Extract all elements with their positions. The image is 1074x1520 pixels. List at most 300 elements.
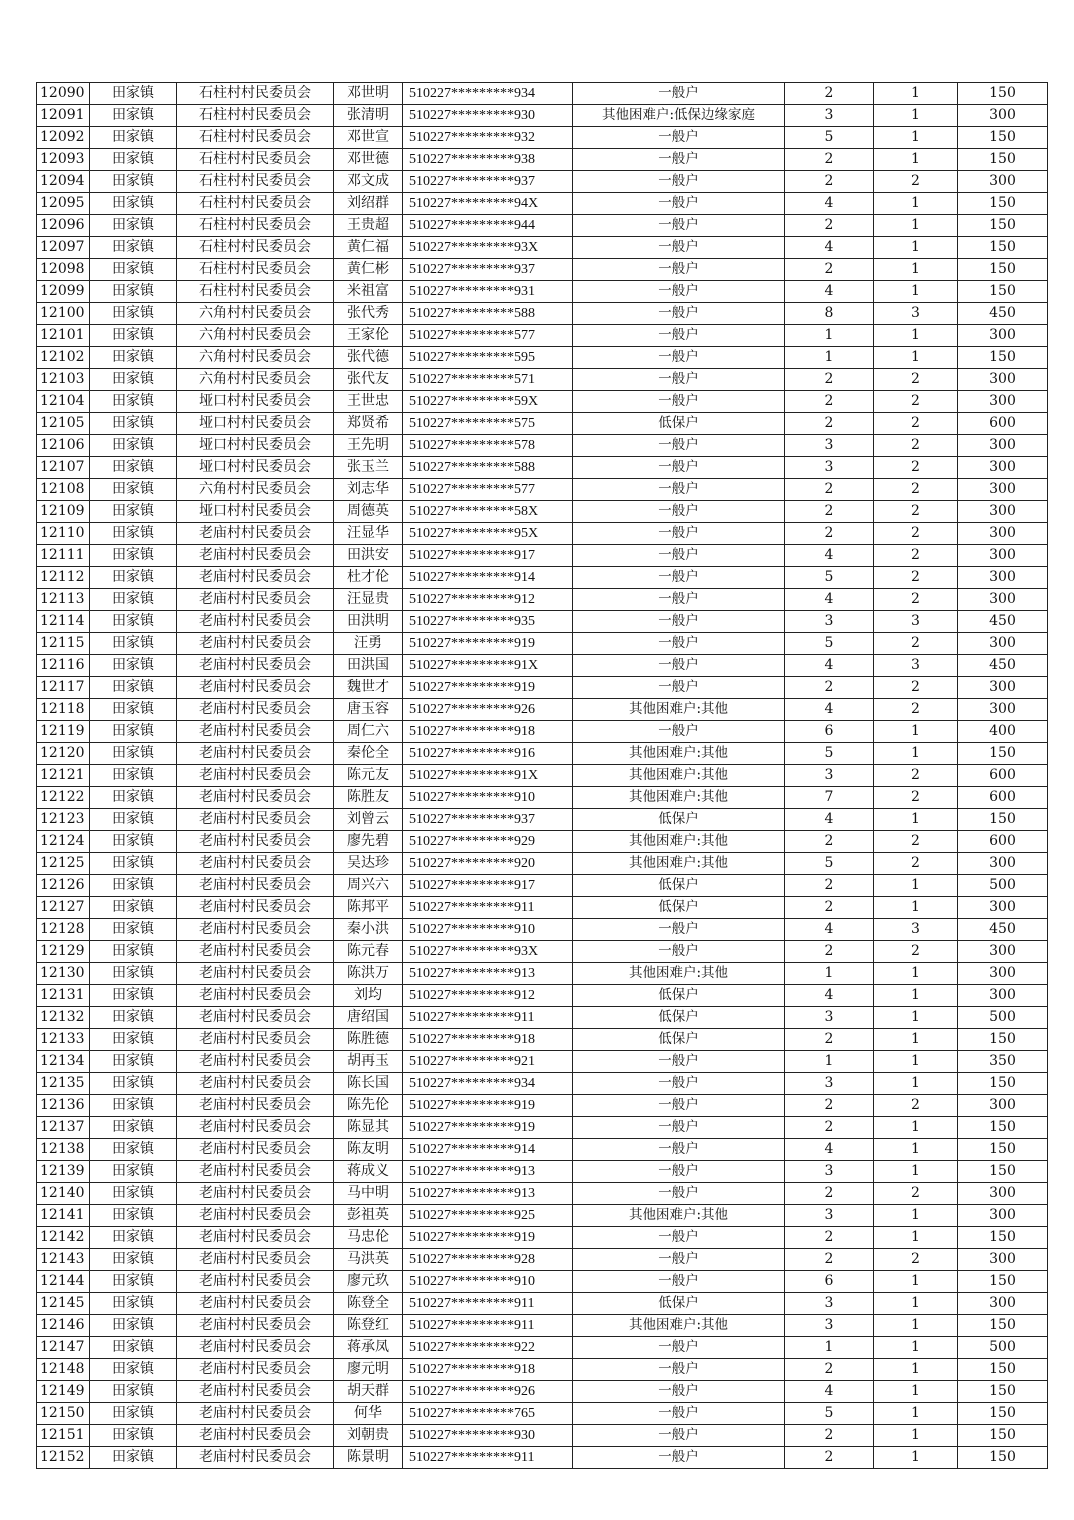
- household-head-name-cell: 邓世明: [334, 83, 403, 105]
- household-size-cell: 5: [785, 633, 874, 655]
- subsidy-count-cell: 2: [874, 545, 958, 567]
- subsidy-amount-cell: 150: [958, 1139, 1048, 1161]
- subsidy-amount-cell: 300: [958, 1183, 1048, 1205]
- serial-number-cell: 12149: [37, 1381, 90, 1403]
- household-type-cell: 其他困难户:其他: [573, 853, 785, 875]
- subsidy-count-cell: 2: [874, 567, 958, 589]
- village-committee-cell: 老庙村村民委员会: [177, 941, 334, 963]
- household-head-name-cell: 刘绍群: [334, 193, 403, 215]
- subsidy-count-cell: 1: [874, 743, 958, 765]
- household-size-cell: 2: [785, 875, 874, 897]
- serial-number-cell: 12115: [37, 633, 90, 655]
- household-head-name-cell: 刘均: [334, 985, 403, 1007]
- subsidy-count-cell: 2: [874, 1249, 958, 1271]
- household-type-cell: 一般户: [573, 1381, 785, 1403]
- subsidy-count-cell: 1: [874, 83, 958, 105]
- household-type-cell: 一般户: [573, 479, 785, 501]
- household-type-cell: 一般户: [573, 1073, 785, 1095]
- town-cell: 田家镇: [90, 1095, 177, 1117]
- subsidy-count-cell: 1: [874, 215, 958, 237]
- town-cell: 田家镇: [90, 1271, 177, 1293]
- household-head-name-cell: 汪勇: [334, 633, 403, 655]
- town-cell: 田家镇: [90, 281, 177, 303]
- household-head-name-cell: 陈显其: [334, 1117, 403, 1139]
- household-size-cell: 1: [785, 963, 874, 985]
- table-row: [37, 941, 1048, 963]
- household-head-name-cell: 马忠伦: [334, 1227, 403, 1249]
- subsidy-count-cell: 1: [874, 1359, 958, 1381]
- household-head-name-cell: 马中明: [334, 1183, 403, 1205]
- household-head-name-cell: 刘志华: [334, 479, 403, 501]
- village-committee-cell: 老庙村村民委员会: [177, 1139, 334, 1161]
- household-size-cell: 6: [785, 1271, 874, 1293]
- village-committee-cell: 老庙村村民委员会: [177, 1447, 334, 1469]
- subsidy-count-cell: 1: [874, 1381, 958, 1403]
- village-committee-cell: 老庙村村民委员会: [177, 1007, 334, 1029]
- subsidy-amount-cell: 600: [958, 831, 1048, 853]
- serial-number-cell: 12145: [37, 1293, 90, 1315]
- town-cell: 田家镇: [90, 545, 177, 567]
- serial-number-cell: 12131: [37, 985, 90, 1007]
- household-size-cell: 2: [785, 1183, 874, 1205]
- id-number-cell: 510227*********937: [403, 809, 573, 831]
- table-row: [37, 589, 1048, 611]
- household-size-cell: 2: [785, 523, 874, 545]
- table-row: [37, 677, 1048, 699]
- subsidy-count-cell: 1: [874, 1051, 958, 1073]
- town-cell: 田家镇: [90, 127, 177, 149]
- household-type-cell: 低保户: [573, 897, 785, 919]
- household-type-cell: 其他困难户:其他: [573, 787, 785, 809]
- id-number-cell: 510227*********910: [403, 919, 573, 941]
- subsidy-count-cell: 1: [874, 1205, 958, 1227]
- subsidy-amount-cell: 300: [958, 699, 1048, 721]
- town-cell: 田家镇: [90, 347, 177, 369]
- serial-number-cell: 12129: [37, 941, 90, 963]
- id-number-cell: 510227*********95X: [403, 523, 573, 545]
- household-size-cell: 3: [785, 1161, 874, 1183]
- serial-number-cell: 12108: [37, 479, 90, 501]
- subsidy-amount-cell: 300: [958, 105, 1048, 127]
- subsidy-count-cell: 1: [874, 1293, 958, 1315]
- household-type-cell: 低保户: [573, 413, 785, 435]
- serial-number-cell: 12099: [37, 281, 90, 303]
- household-head-name-cell: 杜才伦: [334, 567, 403, 589]
- id-number-cell: 510227*********920: [403, 853, 573, 875]
- serial-number-cell: 12113: [37, 589, 90, 611]
- household-head-name-cell: 张代友: [334, 369, 403, 391]
- household-type-cell: 一般户: [573, 1139, 785, 1161]
- subsidy-count-cell: 1: [874, 1403, 958, 1425]
- serial-number-cell: 12152: [37, 1447, 90, 1469]
- household-type-cell: 一般户: [573, 677, 785, 699]
- town-cell: 田家镇: [90, 149, 177, 171]
- town-cell: 田家镇: [90, 765, 177, 787]
- household-head-name-cell: 唐玉容: [334, 699, 403, 721]
- id-number-cell: 510227*********913: [403, 963, 573, 985]
- town-cell: 田家镇: [90, 677, 177, 699]
- household-type-cell: 一般户: [573, 523, 785, 545]
- serial-number-cell: 12119: [37, 721, 90, 743]
- subsidy-amount-cell: 150: [958, 347, 1048, 369]
- serial-number-cell: 12091: [37, 105, 90, 127]
- household-type-cell: 一般户: [573, 1161, 785, 1183]
- household-size-cell: 2: [785, 831, 874, 853]
- town-cell: 田家镇: [90, 1293, 177, 1315]
- village-committee-cell: 老庙村村民委员会: [177, 831, 334, 853]
- subsidy-amount-cell: 600: [958, 413, 1048, 435]
- household-head-name-cell: 张清明: [334, 105, 403, 127]
- table-row: [37, 1425, 1048, 1447]
- household-type-cell: 一般户: [573, 391, 785, 413]
- town-cell: 田家镇: [90, 941, 177, 963]
- village-committee-cell: 老庙村村民委员会: [177, 853, 334, 875]
- subsidy-amount-cell: 300: [958, 985, 1048, 1007]
- household-type-cell: 其他困难户:其他: [573, 765, 785, 787]
- subsidy-amount-cell: 500: [958, 1007, 1048, 1029]
- subsidy-amount-cell: 150: [958, 83, 1048, 105]
- household-head-name-cell: 陈登红: [334, 1315, 403, 1337]
- subsidy-amount-cell: 300: [958, 589, 1048, 611]
- subsidy-count-cell: 1: [874, 193, 958, 215]
- id-number-cell: 510227*********910: [403, 787, 573, 809]
- household-size-cell: 4: [785, 237, 874, 259]
- id-number-cell: 510227*********928: [403, 1249, 573, 1271]
- household-head-name-cell: 吴达珍: [334, 853, 403, 875]
- subsidy-amount-cell: 300: [958, 435, 1048, 457]
- table-row: [37, 127, 1048, 149]
- town-cell: 田家镇: [90, 1029, 177, 1051]
- subsidy-amount-cell: 150: [958, 1425, 1048, 1447]
- id-number-cell: 510227*********58X: [403, 501, 573, 523]
- table-row: [37, 1315, 1048, 1337]
- village-committee-cell: 六角村村民委员会: [177, 347, 334, 369]
- household-head-name-cell: 田洪安: [334, 545, 403, 567]
- serial-number-cell: 12146: [37, 1315, 90, 1337]
- town-cell: 田家镇: [90, 633, 177, 655]
- table-row: [37, 1249, 1048, 1271]
- serial-number-cell: 12122: [37, 787, 90, 809]
- subsidy-count-cell: 1: [874, 897, 958, 919]
- town-cell: 田家镇: [90, 1249, 177, 1271]
- village-committee-cell: 老庙村村民委员会: [177, 743, 334, 765]
- household-type-cell: 低保户: [573, 809, 785, 831]
- household-type-cell: 一般户: [573, 303, 785, 325]
- subsidy-count-cell: 1: [874, 237, 958, 259]
- household-head-name-cell: 邓文成: [334, 171, 403, 193]
- town-cell: 田家镇: [90, 897, 177, 919]
- table-row: [37, 303, 1048, 325]
- id-number-cell: 510227*********917: [403, 875, 573, 897]
- village-committee-cell: 石柱村村民委员会: [177, 105, 334, 127]
- household-head-name-cell: 米祖富: [334, 281, 403, 303]
- table-row: [37, 1359, 1048, 1381]
- household-type-cell: 一般户: [573, 325, 785, 347]
- household-size-cell: 2: [785, 369, 874, 391]
- subsidy-amount-cell: 450: [958, 303, 1048, 325]
- household-head-name-cell: 魏世才: [334, 677, 403, 699]
- id-number-cell: 510227*********934: [403, 83, 573, 105]
- household-head-name-cell: 邓世德: [334, 149, 403, 171]
- subsidy-count-cell: 2: [874, 699, 958, 721]
- village-committee-cell: 老庙村村民委员会: [177, 567, 334, 589]
- household-type-cell: 一般户: [573, 1227, 785, 1249]
- town-cell: 田家镇: [90, 589, 177, 611]
- household-head-name-cell: 陈长国: [334, 1073, 403, 1095]
- village-committee-cell: 老庙村村民委员会: [177, 1205, 334, 1227]
- household-type-cell: 一般户: [573, 149, 785, 171]
- table-row: [37, 457, 1048, 479]
- table-row: [37, 413, 1048, 435]
- subsidy-amount-cell: 150: [958, 1403, 1048, 1425]
- subsidy-amount-cell: 300: [958, 1095, 1048, 1117]
- household-table-sheet: [36, 82, 1047, 1469]
- subsidy-count-cell: 2: [874, 435, 958, 457]
- id-number-cell: 510227*********930: [403, 105, 573, 127]
- serial-number-cell: 12133: [37, 1029, 90, 1051]
- id-number-cell: 510227*********913: [403, 1161, 573, 1183]
- household-head-name-cell: 马洪英: [334, 1249, 403, 1271]
- subsidy-count-cell: 1: [874, 347, 958, 369]
- household-type-cell: 一般户: [573, 919, 785, 941]
- village-committee-cell: 老庙村村民委员会: [177, 985, 334, 1007]
- village-committee-cell: 老庙村村民委员会: [177, 1359, 334, 1381]
- household-head-name-cell: 廖元玖: [334, 1271, 403, 1293]
- subsidy-count-cell: 2: [874, 853, 958, 875]
- household-type-cell: 一般户: [573, 1403, 785, 1425]
- serial-number-cell: 12130: [37, 963, 90, 985]
- household-size-cell: 2: [785, 1095, 874, 1117]
- household-type-cell: 其他困难户:其他: [573, 1315, 785, 1337]
- household-type-cell: 一般户: [573, 215, 785, 237]
- serial-number-cell: 12138: [37, 1139, 90, 1161]
- household-size-cell: 5: [785, 567, 874, 589]
- subsidy-amount-cell: 300: [958, 853, 1048, 875]
- village-committee-cell: 垭口村村民委员会: [177, 391, 334, 413]
- household-size-cell: 4: [785, 919, 874, 941]
- household-type-cell: 一般户: [573, 259, 785, 281]
- village-committee-cell: 老庙村村民委员会: [177, 919, 334, 941]
- household-size-cell: 4: [785, 655, 874, 677]
- subsidy-amount-cell: 500: [958, 1337, 1048, 1359]
- town-cell: 田家镇: [90, 523, 177, 545]
- household-type-cell: 一般户: [573, 1337, 785, 1359]
- table-row: [37, 105, 1048, 127]
- town-cell: 田家镇: [90, 875, 177, 897]
- household-head-name-cell: 周仁六: [334, 721, 403, 743]
- subsidy-count-cell: 1: [874, 325, 958, 347]
- household-size-cell: 3: [785, 105, 874, 127]
- village-committee-cell: 石柱村村民委员会: [177, 215, 334, 237]
- household-type-cell: 一般户: [573, 171, 785, 193]
- household-head-name-cell: 秦小洪: [334, 919, 403, 941]
- subsidy-amount-cell: 300: [958, 633, 1048, 655]
- household-size-cell: 4: [785, 985, 874, 1007]
- village-committee-cell: 老庙村村民委员会: [177, 1403, 334, 1425]
- village-committee-cell: 老庙村村民委员会: [177, 1095, 334, 1117]
- table-row: [37, 1337, 1048, 1359]
- household-size-cell: 1: [785, 1051, 874, 1073]
- id-number-cell: 510227*********932: [403, 127, 573, 149]
- serial-number-cell: 12139: [37, 1161, 90, 1183]
- household-type-cell: 一般户: [573, 1095, 785, 1117]
- subsidy-amount-cell: 300: [958, 1293, 1048, 1315]
- serial-number-cell: 12140: [37, 1183, 90, 1205]
- subsidy-amount-cell: 150: [958, 127, 1048, 149]
- id-number-cell: 510227*********912: [403, 589, 573, 611]
- household-size-cell: 3: [785, 435, 874, 457]
- serial-number-cell: 12134: [37, 1051, 90, 1073]
- village-committee-cell: 老庙村村民委员会: [177, 787, 334, 809]
- serial-number-cell: 12090: [37, 83, 90, 105]
- village-committee-cell: 六角村村民委员会: [177, 325, 334, 347]
- table-row: [37, 743, 1048, 765]
- id-number-cell: 510227*********911: [403, 897, 573, 919]
- subsidy-amount-cell: 150: [958, 259, 1048, 281]
- household-head-name-cell: 王世忠: [334, 391, 403, 413]
- table-row: [37, 1381, 1048, 1403]
- subsidy-count-cell: 2: [874, 589, 958, 611]
- id-number-cell: 510227*********588: [403, 457, 573, 479]
- subsidy-amount-cell: 300: [958, 325, 1048, 347]
- subsidy-amount-cell: 400: [958, 721, 1048, 743]
- id-number-cell: 510227*********919: [403, 1227, 573, 1249]
- town-cell: 田家镇: [90, 1447, 177, 1469]
- village-committee-cell: 老庙村村民委员会: [177, 721, 334, 743]
- subsidy-count-cell: 1: [874, 1161, 958, 1183]
- town-cell: 田家镇: [90, 435, 177, 457]
- village-committee-cell: 老庙村村民委员会: [177, 1315, 334, 1337]
- serial-number-cell: 12127: [37, 897, 90, 919]
- village-committee-cell: 老庙村村民委员会: [177, 1227, 334, 1249]
- household-type-cell: 低保户: [573, 1007, 785, 1029]
- town-cell: 田家镇: [90, 963, 177, 985]
- town-cell: 田家镇: [90, 1381, 177, 1403]
- subsidy-count-cell: 1: [874, 1073, 958, 1095]
- household-size-cell: 2: [785, 149, 874, 171]
- id-number-cell: 510227*********929: [403, 831, 573, 853]
- id-number-cell: 510227*********918: [403, 1029, 573, 1051]
- id-number-cell: 510227*********937: [403, 171, 573, 193]
- subsidy-amount-cell: 150: [958, 1315, 1048, 1337]
- serial-number-cell: 12142: [37, 1227, 90, 1249]
- subsidy-amount-cell: 150: [958, 1029, 1048, 1051]
- town-cell: 田家镇: [90, 413, 177, 435]
- serial-number-cell: 12101: [37, 325, 90, 347]
- table-row: [37, 633, 1048, 655]
- household-size-cell: 4: [785, 281, 874, 303]
- household-type-cell: 一般户: [573, 545, 785, 567]
- subsidy-count-cell: 1: [874, 1029, 958, 1051]
- table-row: [37, 347, 1048, 369]
- id-number-cell: 510227*********919: [403, 633, 573, 655]
- town-cell: 田家镇: [90, 171, 177, 193]
- table-row: [37, 1051, 1048, 1073]
- subsidy-amount-cell: 150: [958, 215, 1048, 237]
- town-cell: 田家镇: [90, 1183, 177, 1205]
- household-size-cell: 5: [785, 1403, 874, 1425]
- household-size-cell: 3: [785, 1073, 874, 1095]
- subsidy-count-cell: 2: [874, 171, 958, 193]
- id-number-cell: 510227*********765: [403, 1403, 573, 1425]
- table-row: [37, 567, 1048, 589]
- household-type-cell: 低保户: [573, 1029, 785, 1051]
- subsidy-count-cell: 1: [874, 1117, 958, 1139]
- household-head-name-cell: 何华: [334, 1403, 403, 1425]
- subsidy-amount-cell: 150: [958, 1447, 1048, 1469]
- household-head-name-cell: 廖元明: [334, 1359, 403, 1381]
- id-number-cell: 510227*********911: [403, 1293, 573, 1315]
- table-row: [37, 523, 1048, 545]
- serial-number-cell: 12124: [37, 831, 90, 853]
- id-number-cell: 510227*********919: [403, 1117, 573, 1139]
- village-committee-cell: 老庙村村民委员会: [177, 545, 334, 567]
- id-number-cell: 510227*********577: [403, 325, 573, 347]
- subsidy-count-cell: 3: [874, 611, 958, 633]
- table-row: [37, 765, 1048, 787]
- town-cell: 田家镇: [90, 721, 177, 743]
- serial-number-cell: 12106: [37, 435, 90, 457]
- household-head-name-cell: 秦伦全: [334, 743, 403, 765]
- table-row: [37, 1227, 1048, 1249]
- household-size-cell: 2: [785, 941, 874, 963]
- subsidy-amount-cell: 300: [958, 457, 1048, 479]
- table-row: [37, 787, 1048, 809]
- household-type-cell: 其他困难户:其他: [573, 831, 785, 853]
- subsidy-count-cell: 2: [874, 677, 958, 699]
- village-committee-cell: 老庙村村民委员会: [177, 1161, 334, 1183]
- household-size-cell: 5: [785, 743, 874, 765]
- household-head-name-cell: 张玉兰: [334, 457, 403, 479]
- id-number-cell: 510227*********911: [403, 1315, 573, 1337]
- serial-number-cell: 12114: [37, 611, 90, 633]
- subsidy-count-cell: 1: [874, 1315, 958, 1337]
- village-committee-cell: 六角村村民委员会: [177, 479, 334, 501]
- household-size-cell: 4: [785, 193, 874, 215]
- village-committee-cell: 六角村村民委员会: [177, 303, 334, 325]
- household-type-cell: 一般户: [573, 193, 785, 215]
- table-row: [37, 1183, 1048, 1205]
- household-head-name-cell: 黄仁福: [334, 237, 403, 259]
- subsidy-count-cell: 1: [874, 259, 958, 281]
- serial-number-cell: 12120: [37, 743, 90, 765]
- town-cell: 田家镇: [90, 303, 177, 325]
- town-cell: 田家镇: [90, 83, 177, 105]
- subsidy-count-cell: 2: [874, 831, 958, 853]
- village-committee-cell: 石柱村村民委员会: [177, 149, 334, 171]
- village-committee-cell: 垭口村村民委员会: [177, 457, 334, 479]
- village-committee-cell: 六角村村民委员会: [177, 369, 334, 391]
- subsidy-count-cell: 3: [874, 303, 958, 325]
- village-committee-cell: 石柱村村民委员会: [177, 83, 334, 105]
- serial-number-cell: 12112: [37, 567, 90, 589]
- household-type-cell: 一般户: [573, 1117, 785, 1139]
- serial-number-cell: 12128: [37, 919, 90, 941]
- household-type-cell: 一般户: [573, 127, 785, 149]
- household-head-name-cell: 唐绍国: [334, 1007, 403, 1029]
- serial-number-cell: 12121: [37, 765, 90, 787]
- serial-number-cell: 12117: [37, 677, 90, 699]
- table-row: [37, 699, 1048, 721]
- village-committee-cell: 石柱村村民委员会: [177, 171, 334, 193]
- table-row: [37, 1095, 1048, 1117]
- id-number-cell: 510227*********926: [403, 1381, 573, 1403]
- household-head-name-cell: 陈友明: [334, 1139, 403, 1161]
- subsidy-amount-cell: 300: [958, 897, 1048, 919]
- town-cell: 田家镇: [90, 1051, 177, 1073]
- table-row: [37, 193, 1048, 215]
- subsidy-amount-cell: 300: [958, 567, 1048, 589]
